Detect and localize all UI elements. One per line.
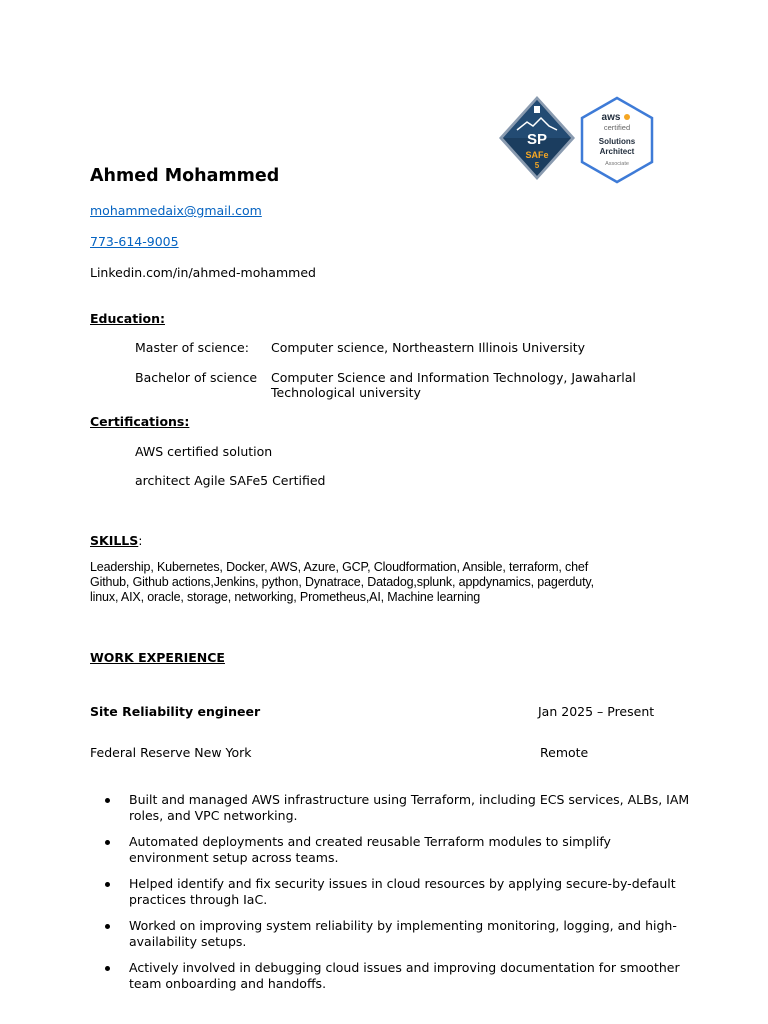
education-heading: Education:: [90, 311, 165, 326]
candidate-name: Ahmed Mohammed: [90, 166, 280, 186]
list-item: [90, 834, 690, 865]
job-dates: Jan 2025 – Present: [538, 704, 655, 719]
work-experience-heading: WORK EXPERIENCE: [90, 650, 225, 665]
job-company: Federal Reserve New York: [90, 745, 252, 760]
aws-badge-certified: certified: [603, 123, 631, 132]
skills-list: Leadership, Kubernetes, Docker, AWS, Azure, GCP, Cloudformation, Ansible, terraform, chef Github, Github actions,Jenkins, python, Dynatrace, Datadog,splunk, appdynamics, pagerduty, linux, AIX, oracle, storage, networking, Prometheus,AI, Machine learning: [90, 560, 594, 604]
safe-badge-brand: SAFe: [525, 150, 549, 160]
bullet-dot-icon: [105, 882, 110, 887]
skills-heading: SKILLS: [90, 533, 139, 548]
bullet-dot-icon: [105, 840, 110, 845]
aws-badge-brand: aws: [601, 112, 621, 123]
aws-badge-associate: Associate: [605, 161, 629, 167]
safe-sp-badge-icon: [497, 94, 577, 182]
safe-badge-abbr: SP: [526, 131, 548, 148]
phone-link[interactable]: 773-614-9005: [90, 234, 179, 249]
aws-badge-solutions: Solutions: [598, 137, 636, 146]
linkedin-url: Linkedin.com/in/ahmed-mohammed: [90, 265, 316, 280]
job-responsibilities-list: [90, 792, 690, 1002]
safe-badge-version: 5: [534, 161, 540, 170]
education-detail-1: Computer science, Northeastern Illinois University: [271, 340, 586, 355]
education-detail-2: Computer Science and Information Technology, Jawaharlal Technological university: [271, 370, 636, 400]
list-item: [90, 918, 690, 949]
certifications-heading: Certifications:: [90, 414, 190, 429]
bullet-text: Actively involved in debugging cloud issues and improving documentation for smoother team onboarding and handoffs.: [129, 960, 680, 991]
bullet-text: Built and managed AWS infrastructure using Terraform, including ECS services, ALBs, IAM roles, and VPC networking.: [129, 792, 690, 823]
aws-solutions-architect-badge-icon: [579, 96, 655, 186]
aws-badge-architect: Architect: [599, 147, 635, 156]
list-item: [90, 792, 690, 823]
list-item: [90, 876, 690, 907]
certification-item-2: architect Agile SAFe5 Certified: [135, 473, 326, 488]
skills-heading-row: [90, 533, 143, 548]
job-title: Site Reliability engineer: [90, 704, 261, 719]
skills-heading-colon: :: [138, 533, 143, 548]
bullet-text: Helped identify and fix security issues in cloud resources by applying secure-by-default practices through IaC.: [129, 876, 676, 907]
education-degree-2: Bachelor of science: [135, 370, 258, 385]
email-link[interactable]: mohammedaix@gmail.com: [90, 203, 262, 218]
list-item: [90, 960, 690, 991]
bullet-text: Automated deployments and created reusable Terraform modules to simplify environment setup across teams.: [129, 834, 611, 865]
bullet-dot-icon: [105, 924, 110, 929]
education-degree-1: Master of science:: [135, 340, 249, 355]
bullet-text: Worked on improving system reliability by implementing monitoring, logging, and high-availability setups.: [129, 918, 677, 949]
bullet-dot-icon: [105, 966, 110, 971]
bullet-dot-icon: [105, 798, 110, 803]
job-location: Remote: [540, 745, 589, 760]
certification-item-1: AWS certified solution: [135, 444, 273, 459]
